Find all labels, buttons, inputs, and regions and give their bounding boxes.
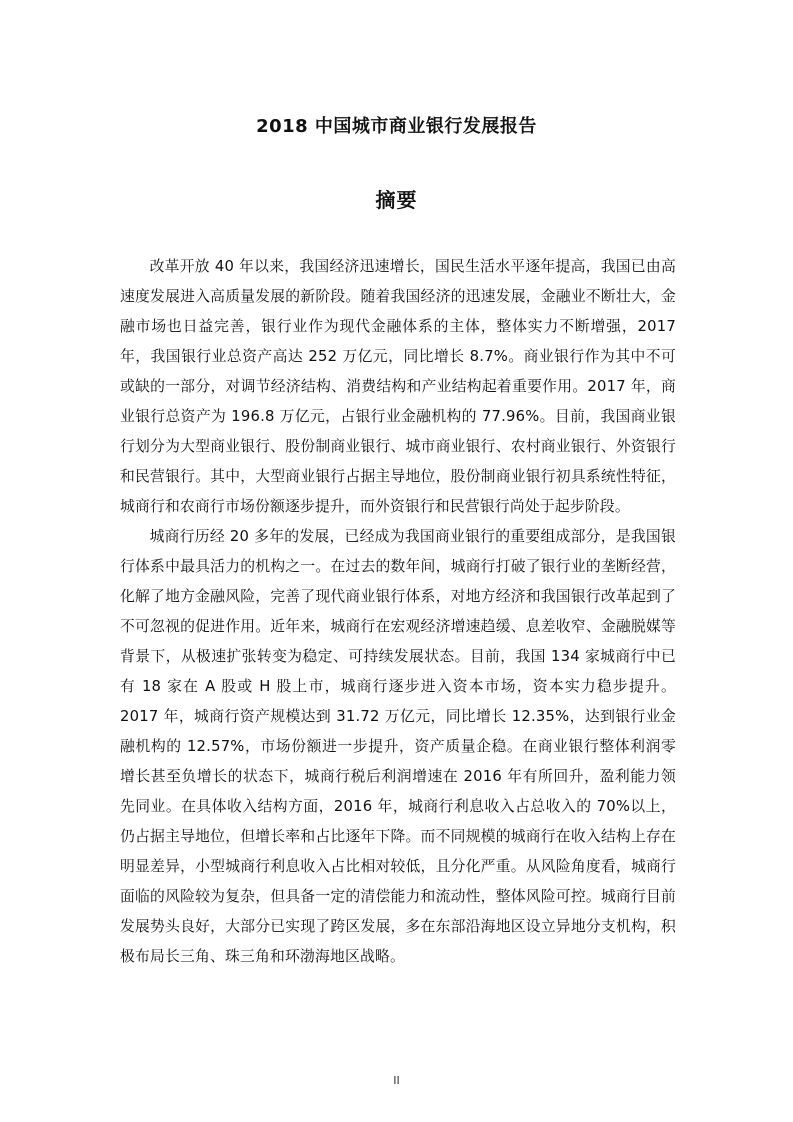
- abstract-paragraph-1: 改革开放 40 年以来，我国经济迅速增长，国民生活水平逐年提高，我国已由高速度发展进入高质量发展的新阶段。随着我国经济的迅速发展，金融业不断壮大，金融市场也日益完善，银行业作为现代金融体系的主体，整体实力不断增强，2017 年，我国银行业总资产高达 252 万亿元，同比增长 8.7%。商业银行作为其中不可或缺的一部分，对调节经济结构、消费结构和产业结构起着重要作用。2017 年，商业银行总资产为 196.8 万亿元，占银行业金融机构的 77.96%。目前，我国商业银行划分为大型商业银行、股份制商业银行、城市商业银行、农村商业银行、外资银行和民营银行。其中，大型商业银行占据主导地位，股份制商业银行初具系统性特征，城商行和农商行市场份额逐步提升，而外资银行和民营银行尚处于起步阶段。: [120, 258, 676, 515]
- document-title: 2018 中国城市商业银行发展报告: [256, 116, 537, 137]
- abstract-heading: 摘要: [375, 188, 418, 212]
- page-number: II: [393, 1074, 400, 1087]
- abstract-body: [120, 252, 676, 972]
- abstract-paragraph-2: 城商行历经 20 多年的发展，已经成为我国商业银行的重要组成部分，是我国银行体系中最具活力的机构之一。在过去的数年间，城商行打破了银行业的垄断经营，化解了地方金融风险，完善了现代商业银行体系，对地方经济和我国银行改革起到了不可忽视的促进作用。近年来，城商行在宏观经济增速趋缓、息差收窄、金融脱媒等背景下，从极速扩张转变为稳定、可持续发展状态。目前，我国 134 家城商行中已有 18 家在 A 股或 H 股上市，城商行逐步进入资本市场，资本实力稳步提升。2017 年，城商行资产规模达到 31.72 万亿元，同比增长 12.35%，达到银行业金融机构的 12.57%，市场份额进一步提升，资产质量企稳。在商业银行整体利润零增长甚至负增长的状态下，城商行税后利润增速在 2016 年有所回升，盈利能力领先同业。在具体收入结构方面，2016 年，城商行利息收入占总收入的 70%以上，仍占据主导地位，但增长率和占比逐年下降。而不同规模的城商行在收入结构上存在明显差异，小型城商行利息收入占比相对较低，且分化严重。从风险角度看，城商行面临的风险较为复杂，但具备一定的清偿能力和流动性，整体风险可控。城商行目前发展势头良好，大部分已实现了跨区发展，多在东部沿海地区设立异地分支机构，积极布局长三角、珠三角和环渤海地区战略。: [120, 528, 676, 965]
